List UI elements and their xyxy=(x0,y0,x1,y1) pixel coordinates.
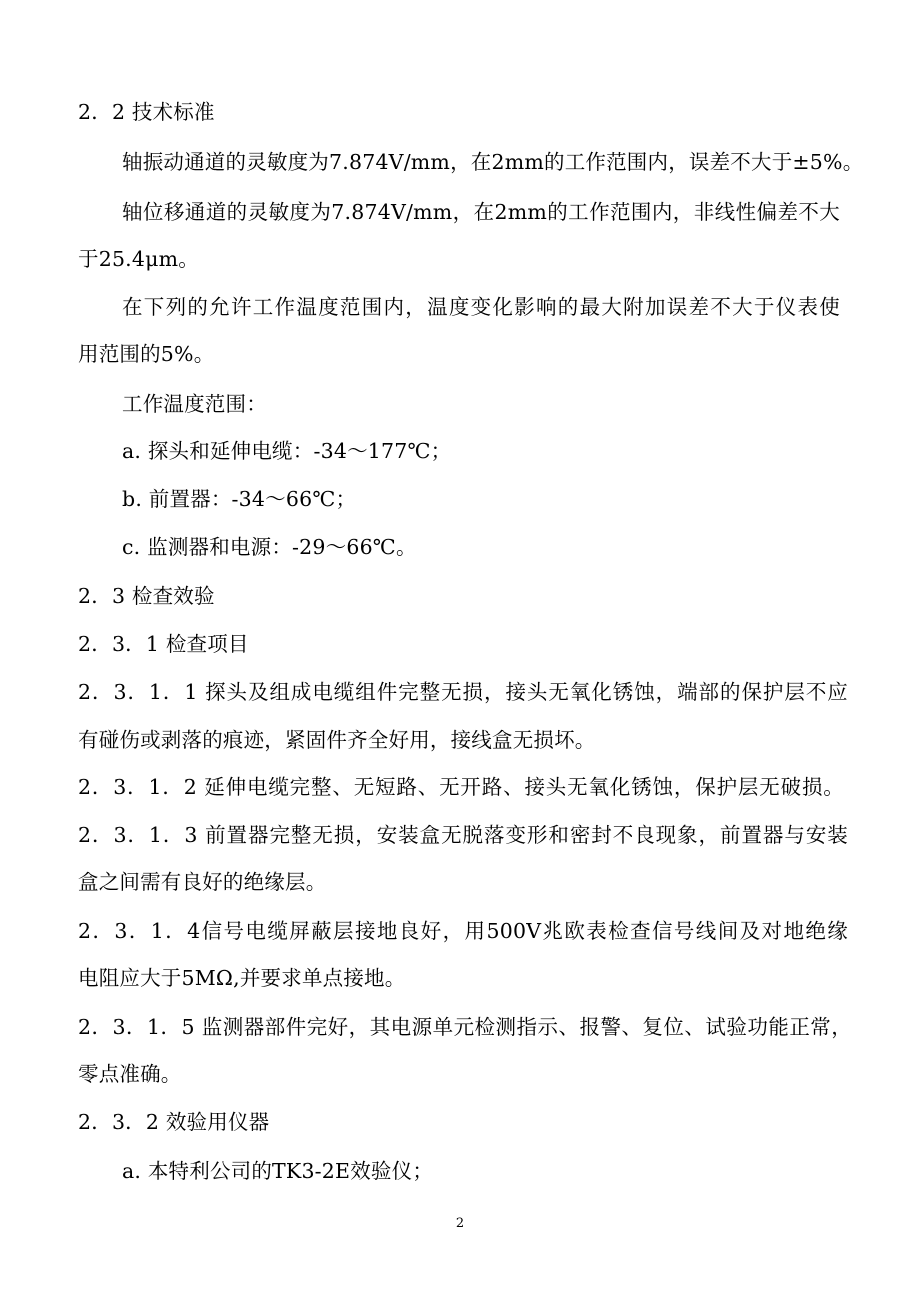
paragraph-line: 在下列的允许工作温度范围内，温度变化影响的最大附加误差不大于仪表使 xyxy=(122,295,840,319)
page-number: 2 xyxy=(455,1216,465,1231)
paragraph-line: 2．3．1．2 延伸电缆完整、无短路、无开路、接头无氧化锈蚀，保护层无破损。 xyxy=(78,775,844,799)
paragraph-line: 盒之间需有良好的绝缘层。 xyxy=(78,870,327,894)
paragraph-line: 2．3．1．5 监测器部件完好，其电源单元检测指示、报警、复位、试验功能正常， xyxy=(78,1015,852,1039)
paragraph-line: 有碰伤或剥落的痕迹，紧固件齐全好用，接线盒无损坏。 xyxy=(78,728,596,752)
list-item: a. 探头和延伸电缆：-34～177℃； xyxy=(122,439,452,463)
section-heading-2-2: 2．2 技术标准 xyxy=(78,100,215,124)
paragraph-line: 于25.4μm。 xyxy=(78,247,200,271)
list-item: b. 前置器：-34～66℃； xyxy=(122,487,357,511)
list-item: a. 本特利公司的TK3-2E效验仪； xyxy=(122,1159,434,1183)
paragraph-line: 2．3．1．3 前置器完整无损，安装盒无脱落变形和密封不良现象，前置器与安装 xyxy=(78,823,848,847)
list-item: c. 监测器和电源：-29～66℃。 xyxy=(122,535,417,559)
section-heading-2-3-2: 2．3．2 效验用仪器 xyxy=(78,1110,270,1134)
paragraph-line: 零点准确。 xyxy=(78,1062,182,1086)
paragraph-line: 用范围的5%。 xyxy=(78,342,215,366)
section-heading-2-3-1: 2．3．1 检查项目 xyxy=(78,632,249,656)
paragraph-line: 轴振动通道的灵敏度为7.874V/mm，在2mm的工作范围内，误差不大于±5%。 xyxy=(122,150,864,174)
paragraph-line: 轴位移通道的灵敏度为7.874V/mm，在2mm的工作范围内，非线性偏差不大 xyxy=(122,200,840,224)
paragraph-line: 电阻应大于5MΩ,并要求单点接地。 xyxy=(78,966,406,990)
paragraph-line: 2．3．1．4信号电缆屏蔽层接地良好，用500V兆欧表检查信号线间及对地绝缘 xyxy=(78,919,848,943)
paragraph-line: 工作温度范围： xyxy=(122,392,267,416)
section-heading-2-3: 2．3 检查效验 xyxy=(78,584,215,608)
paragraph-line: 2．3．1．1 探头及组成电缆组件完整无损，接头无氧化锈蚀，端部的保护层不应 xyxy=(78,680,848,704)
